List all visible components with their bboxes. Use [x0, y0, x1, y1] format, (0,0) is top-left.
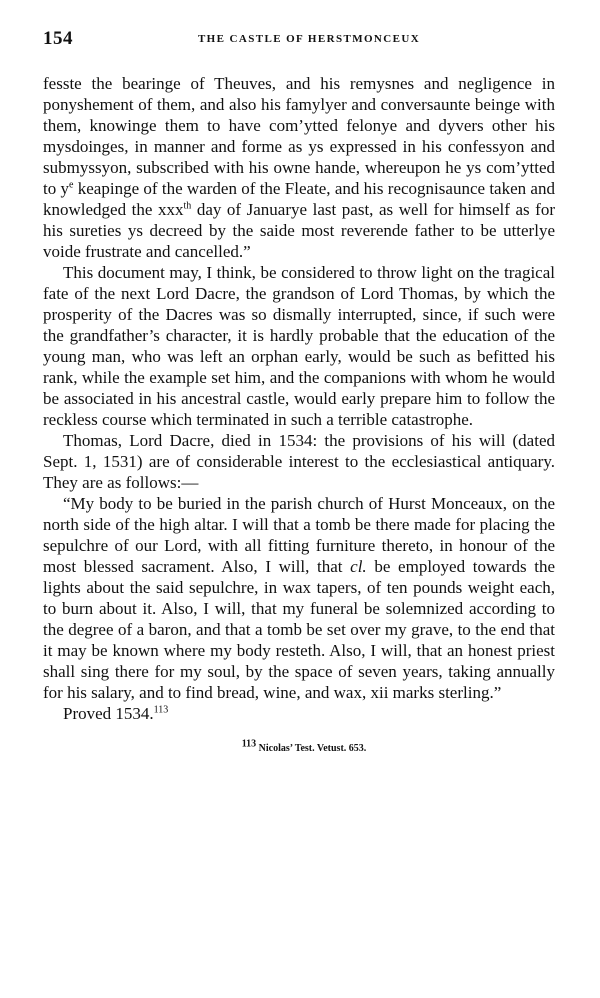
- footnote-text: Nicolas’ Test. Vetust. 653.: [256, 743, 367, 754]
- superscript: th: [183, 200, 192, 212]
- text-segment: fesste the bearinge of Theuves, and his remysnes and negligence in ponyshement of them, and also his famylyer and conversaunte beinge with them, knowinge them to have com’ytted felonye and dyvers other his mysdoinges, in manner and forme as ys expressed in his confessyon and submyssyon, subscribed with his owne hande, whereupon he ys com’ytted to y: [43, 74, 555, 198]
- superscript: e: [69, 179, 74, 191]
- text-segment: Thomas, Lord Dacre, died in 1534: the provisions of his will (dated Sept. 1, 1531) are of considerable interest to the ecclesiastical antiquary. They are as follows:—: [43, 431, 555, 492]
- text-segment: be employed towards the lights about the said sepulchre, in wax tapers, of ten pounds weight each, to burn about it. Also, I will, that my funeral be solemnized according to the degree of a baron, and that a tomb be set over my grave, to the end that it may be known where my body resteth. Also, I will, that an honest priest shall sing there for my soul, by the space of seven years, taking annually for his salary, and to find bread, wine, and wax, xii marks sterling.”: [43, 557, 555, 702]
- footnote: [43, 738, 555, 754]
- text-segment: keapinge of the warden of the Fleate, and his recognisaunce taken and knowledged the xxx: [43, 179, 555, 219]
- paragraph-p5: [43, 703, 555, 724]
- page-number: 154: [43, 28, 73, 49]
- body-text: [43, 73, 555, 724]
- superscript: 113: [153, 704, 169, 716]
- text-segment: day of Januarye last past, as well for himself as for his sureties ys decreed by the saide most reverende father to be utterlye voide frustrate and cancelled.”: [43, 200, 556, 261]
- page-header: [43, 28, 555, 58]
- text-segment: This document may, I think, be considered to throw light on the tragical fate of the next Lord Dacre, the grandson of Lord Thomas, by which the prosperity of the Dacres was so dismally interrupted, since, if such were the grandfather’s character, it is hardly probable that the education of the young man, who was left an orphan early, would be such as befitted his rank, while the example set him, and the companions with whom he would be associated in his ancestral castle, would early prepare him to follow the reckless course which terminated in such a terrible catastrophe.: [43, 263, 555, 429]
- running-title: THE CASTLE OF HERSTMONCEUX: [197, 33, 421, 45]
- footnote-marker: 113: [241, 738, 257, 750]
- paragraph-p2: [43, 262, 555, 430]
- book-page: [43, 28, 555, 754]
- italic-text: cl.: [350, 557, 367, 576]
- paragraph-p3: [43, 430, 555, 493]
- paragraph-p1: [43, 73, 555, 262]
- text-segment: “My body to be buried in the parish church of Hurst Monceaux, on the north side of the high altar. I will that a tomb be there made for placing the sepulchre of our Lord, with all fitting furniture thereto, in honour of the most blessed sacrament. Also, I will, that: [43, 494, 555, 576]
- paragraph-p4: [43, 493, 555, 703]
- text-segment: Proved 1534.: [63, 704, 154, 723]
